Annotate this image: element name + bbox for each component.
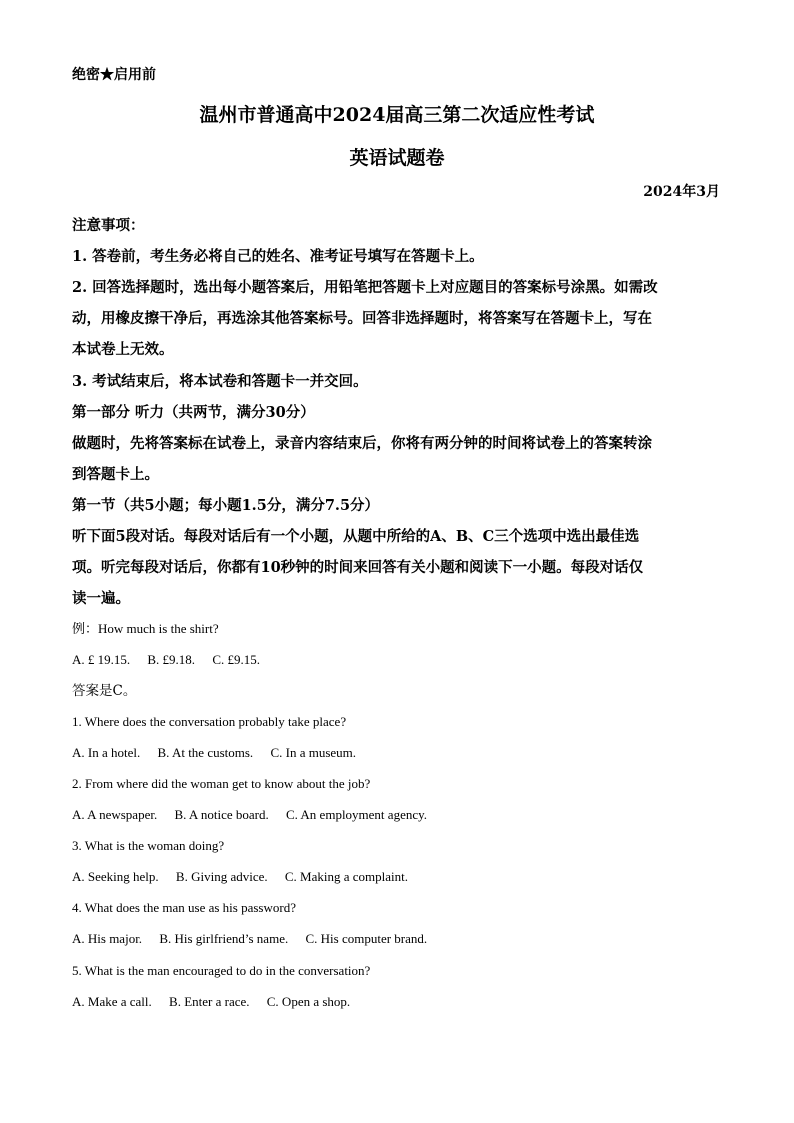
option-b: B. £9.18. — [147, 652, 196, 667]
example-answer: 答案是C。 — [72, 683, 137, 699]
section1-instruction-line-3: 读一遍。 — [72, 590, 130, 607]
question-1-options — [72, 743, 722, 763]
section1-instruction-line-1: 听下面5段对话。每段对话后有一个小题，从题中所给的A、B、C三个选项中选出最佳选 — [72, 528, 640, 545]
note-item-2-line-1: 2. 回答选择题时，选出每小题答案后，用铅笔把答题卡上对应题目的答案标号涂黑。如需改 — [72, 279, 658, 296]
exam-date: 2024年3月 — [643, 184, 720, 200]
note-item-2-line-3: 本试卷上无效。 — [72, 341, 174, 358]
question-2-options — [72, 805, 722, 825]
option-c: C. In a museum. — [270, 745, 357, 760]
question-3-options — [72, 867, 722, 887]
option-a: A. A newspaper. — [72, 807, 158, 822]
question-5: 5. What is the man encouraged to do in the conversation? — [72, 963, 371, 978]
option-a: A. £ 19.15. — [72, 652, 131, 667]
part1-instruction-line-2: 到答题卡上。 — [72, 466, 159, 483]
option-a: A. Seeking help. — [72, 869, 159, 884]
question-4-options — [72, 929, 722, 949]
part1-instruction-line-1: 做题时，先将答案标在试卷上，录音内容结束后，你将有两分钟的时间将试卷上的答案转涂 — [72, 435, 652, 452]
option-c: C. His computer brand. — [305, 931, 428, 946]
option-b: B. A notice board. — [174, 807, 269, 822]
exam-subtitle: 英语试题卷 — [349, 147, 445, 169]
option-c: C. £9.15. — [212, 652, 260, 667]
section1-heading: 第一节（共5小题；每小题1.5分，满分7.5分） — [72, 497, 380, 514]
example-options — [72, 650, 722, 670]
note-item-1: 1. 答卷前，考生务必将自己的姓名、准考证号填写在答题卡上。 — [72, 248, 484, 265]
option-a: A. His major. — [72, 931, 143, 946]
question-1: 1. Where does the conversation probably take place? — [72, 714, 347, 729]
note-item-3: 3. 考试结束后，将本试卷和答题卡一并交回。 — [72, 373, 368, 390]
confidential-label: 绝密★启用前 — [72, 67, 156, 83]
option-b: B. Enter a race. — [169, 994, 250, 1009]
option-b: B. Giving advice. — [175, 869, 268, 884]
notes-heading: 注意事项： — [72, 217, 145, 234]
question-3: 3. What is the woman doing? — [72, 838, 225, 853]
note-item-2-line-2: 动，用橡皮擦干净后，再选涂其他答案标号。回答非选择题时，将答案写在答题卡上，写在 — [72, 310, 652, 327]
option-c: C. An employment agency. — [285, 807, 428, 822]
question-5-options — [72, 992, 722, 1012]
question-2: 2. From where did the woman get to know about the job? — [72, 776, 371, 791]
question-4: 4. What does the man use as his password? — [72, 900, 296, 915]
option-b: B. At the customs. — [157, 745, 254, 760]
option-c: C. Open a shop. — [266, 994, 351, 1009]
example-question: 例：How much is the shirt? — [72, 621, 219, 636]
option-b: B. His girlfriend’s name. — [159, 931, 289, 946]
section1-instruction-line-2: 项。听完每段对话后，你都有10秒钟的时间来回答有关小题和阅读下一小题。每段对话仅 — [72, 559, 644, 576]
exam-title: 温州市普通高中2024届高三第二次适应性考试 — [199, 104, 595, 126]
option-c: C. Making a complaint. — [284, 869, 408, 884]
option-a: A. In a hotel. — [72, 745, 141, 760]
part1-heading: 第一部分 听力（共两节，满分30分） — [72, 404, 315, 421]
option-a: A. Make a call. — [72, 994, 152, 1009]
